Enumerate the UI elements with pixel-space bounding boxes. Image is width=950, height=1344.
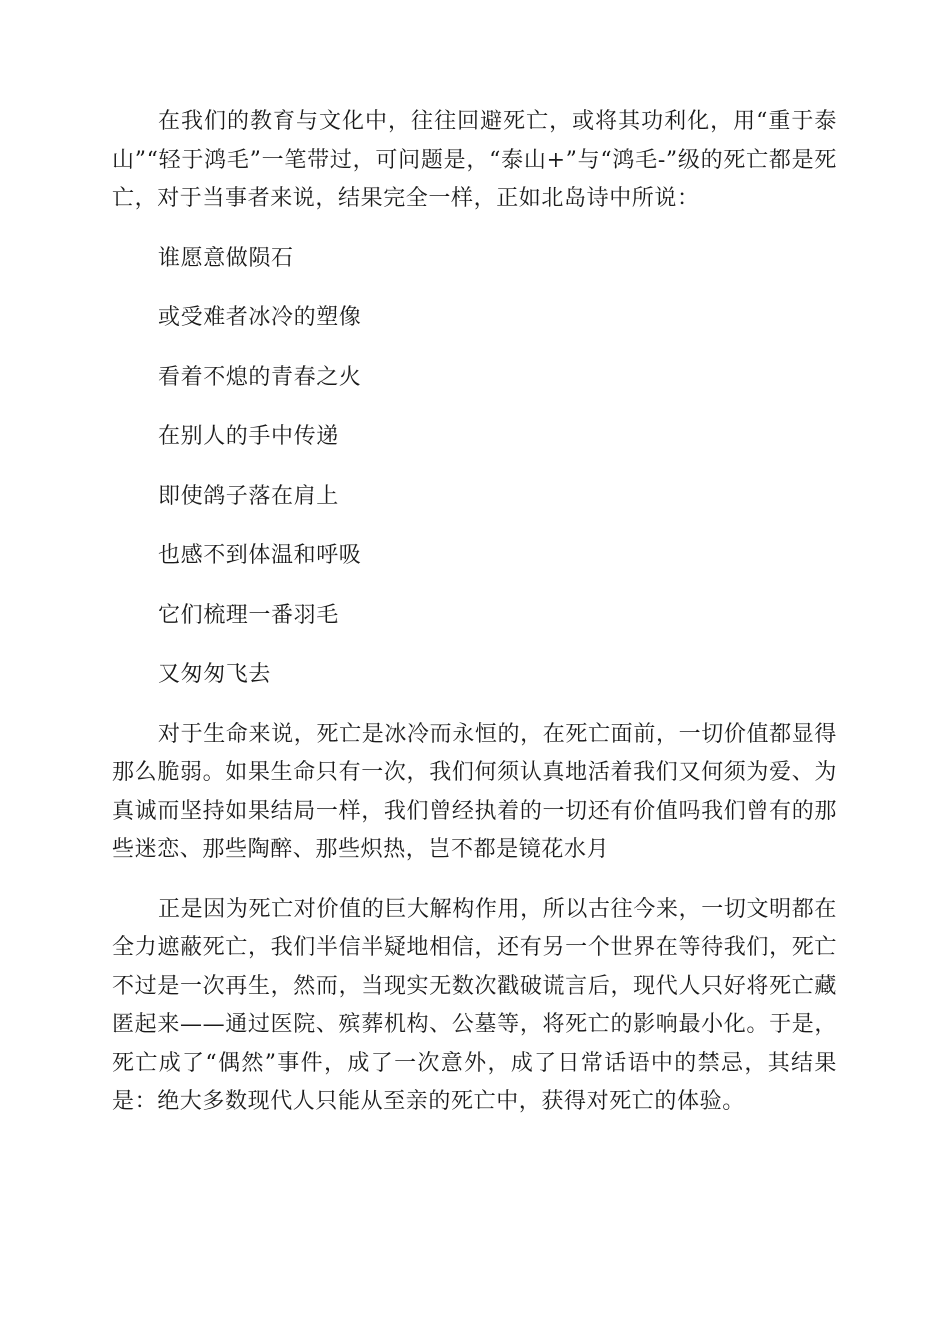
poem-line: 又匆匆飞去 — [158, 662, 272, 687]
death-value-paragraph: 对于生命来说，死亡是冰冷而永恒的，在死亡面前，一切价值都显得那么脆弱。如果生命只有一次，我们何须认真地活着我们又何须为爱、为真诚而坚持如果结局一样，我们曾经执着的一切还有价值吗我们曾有的那些迷恋、那些陶醉、那些炽热，岂不都是镜花水月 — [112, 721, 837, 862]
poem-block — [112, 240, 837, 695]
poem-line: 谁愿意做陨石 — [158, 245, 294, 271]
poem-line: 也感不到体温和呼吸 — [158, 543, 362, 568]
poem-line: 或受难者冰冷的塑像 — [158, 305, 362, 330]
poem-line: 它们梳理一番羽毛 — [158, 602, 339, 628]
poem-line: 即使鸽子落在肩上 — [158, 483, 339, 509]
document-body — [112, 103, 837, 1122]
poem-line: 在别人的手中传递 — [158, 424, 339, 449]
poem-line: 看着不熄的青春之火 — [158, 364, 362, 390]
civilization-paragraph: 正是因为死亡对价值的巨大解构作用，所以古往今来，一切文明都在全力遮蔽死亡，我们半信半疑地相信，还有另一个世界在等待我们，死亡不过是一次再生，然而，当现实无数次戳破谎言后，现代人只好将死亡藏匿起来——通过医院、殡葬机构、公墓等，将死亡的影响最小化。于是，死亡成了“偶然”事件，成了一次意外，成了日常话语中的禁忌，其结果是：绝大多数现代人只能从至亲的死亡中，获得对死亡的体验。 — [112, 896, 837, 1114]
intro-paragraph: 在我们的教育与文化中，往往回避死亡，或将其功利化，用“重于泰山”“轻于鸿毛”一笔带过，可问题是，“泰山+”与“鸿毛-”级的死亡都是死亡，对于当事者来说，结果完全一样，正如北岛诗中所说： — [112, 109, 837, 211]
